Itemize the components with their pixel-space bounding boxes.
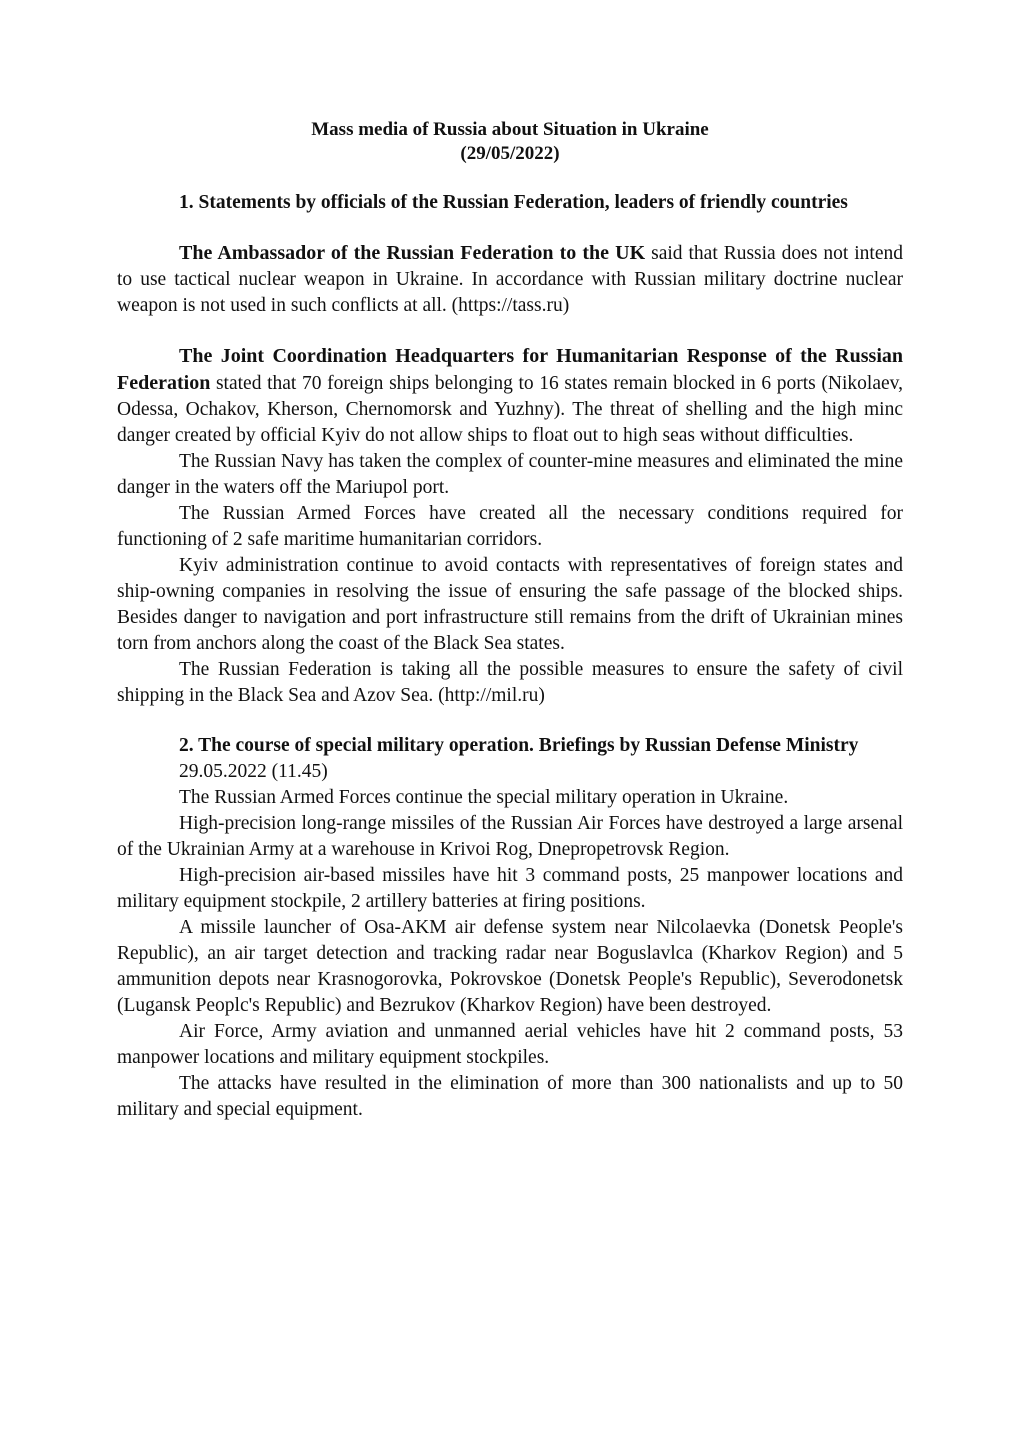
paragraph-headquarters-lead: The Joint Coordination Headquarters for Humanitarian Response of the Russian Federation: [117, 345, 903, 394]
section-2-heading: [117, 733, 903, 759]
paragraph-operation: The Russian Armed Forces continue the special military operation in Ukraine.: [179, 787, 789, 808]
paragraph-ambassador-text: said that Russia does not intend to use tactical nuclear weapon in Ukraine. In accordance with Russian military doctrine nuclear weapon is not used in such conflicts at all. (https://tass.ru): [117, 243, 904, 316]
paragraph-results: The attacks have resulted in the elimination of more than 300 nationalists and up to 50 military and special equipment.: [117, 1073, 903, 1120]
paragraph-headquarters: [117, 343, 903, 449]
paragraph-air-force: Air Force, Army aviation and unmanned aerial vehicles have hit 2 command posts, 53 manpower locations and military equipment stockpiles.: [117, 1021, 903, 1068]
document-title: [117, 118, 903, 166]
paragraph-ambassador-lead: The Ambassador of the Russian Federation to the UK: [179, 242, 646, 264]
paragraph-long-range-missiles: High-precision long-range missiles of the Russian Air Forces have destroyed a large arsenal of the Ukrainian Army at a warehouse in Krivoi Rog, Dnepropetrovsk Region.: [117, 813, 903, 860]
document-body: [117, 118, 903, 1123]
paragraph-ambassador: [117, 240, 903, 319]
paragraph-navy: The Russian Navy has taken the complex of counter-mine measures and eliminated the mine danger in the waters off the Mariupol port.: [117, 451, 903, 498]
section-1-heading-text: 1. Statements by officials of the Russian Federation, leaders of friendly countries: [179, 192, 848, 213]
section-2-heading-text: 2. The course of special military operation. Briefings by Russian Defense Ministry: [179, 735, 859, 756]
title-line-1: Mass media of Russia about Situation in Ukraine: [311, 119, 709, 140]
paragraph-headquarters-text: stated that 70 foreign ships belonging to 16 states remain blocked in 6 ports (Nikolaev, Odessa, Ochakov, Kherson, Chernomorsk and Yuzhny). The threat of shelling and the high minc danger created by official Kyiv do not allow ships to float out to high seas without difficulties.: [117, 373, 903, 446]
paragraph-air-based-missiles: High-precision air-based missiles have hit 3 command posts, 25 manpower locations and military equipment stockpile, 2 artillery batteries at firing positions.: [117, 865, 903, 912]
paragraph-shipping-safety: The Russian Federation is taking all the possible measures to ensure the safety of civil shipping in the Black Sea and Azov Sea. (http://mil.ru): [117, 659, 903, 706]
paragraph-air-defense: A missile launcher of Osa-AKM air defense system near Nilcolaevka (Donetsk People's Republic), an air target detection and tracking radar near Boguslavlca (Kharkov Region) and 5 ammunition depots near Krasnogorovka, Pokrovskoe (Donetsk People's Republic), Severodonetsk (Lugansk Peoplc's Republic) and Bezrukov (Kharkov Region) have been destroyed.: [117, 917, 903, 1016]
paragraph-kyiv-administration: Kyiv administration continue to avoid contacts with representatives of foreign states and ship-owning companies in resolving the issue of ensuring the safe passage of the blocked ships. Besides danger to navigation and port infrastructure still remains from the drift of Ukrainian mines torn from anchors along the coast of the Black Sea states.: [117, 555, 903, 654]
section-1-heading: [117, 190, 903, 216]
briefing-date: 29.05.2022 (11.45): [179, 761, 328, 782]
paragraph-corridors: The Russian Armed Forces have created all the necessary conditions required for functioning of 2 safe maritime humanitarian corridors.: [117, 503, 903, 550]
title-line-2: (29/05/2022): [460, 143, 560, 164]
